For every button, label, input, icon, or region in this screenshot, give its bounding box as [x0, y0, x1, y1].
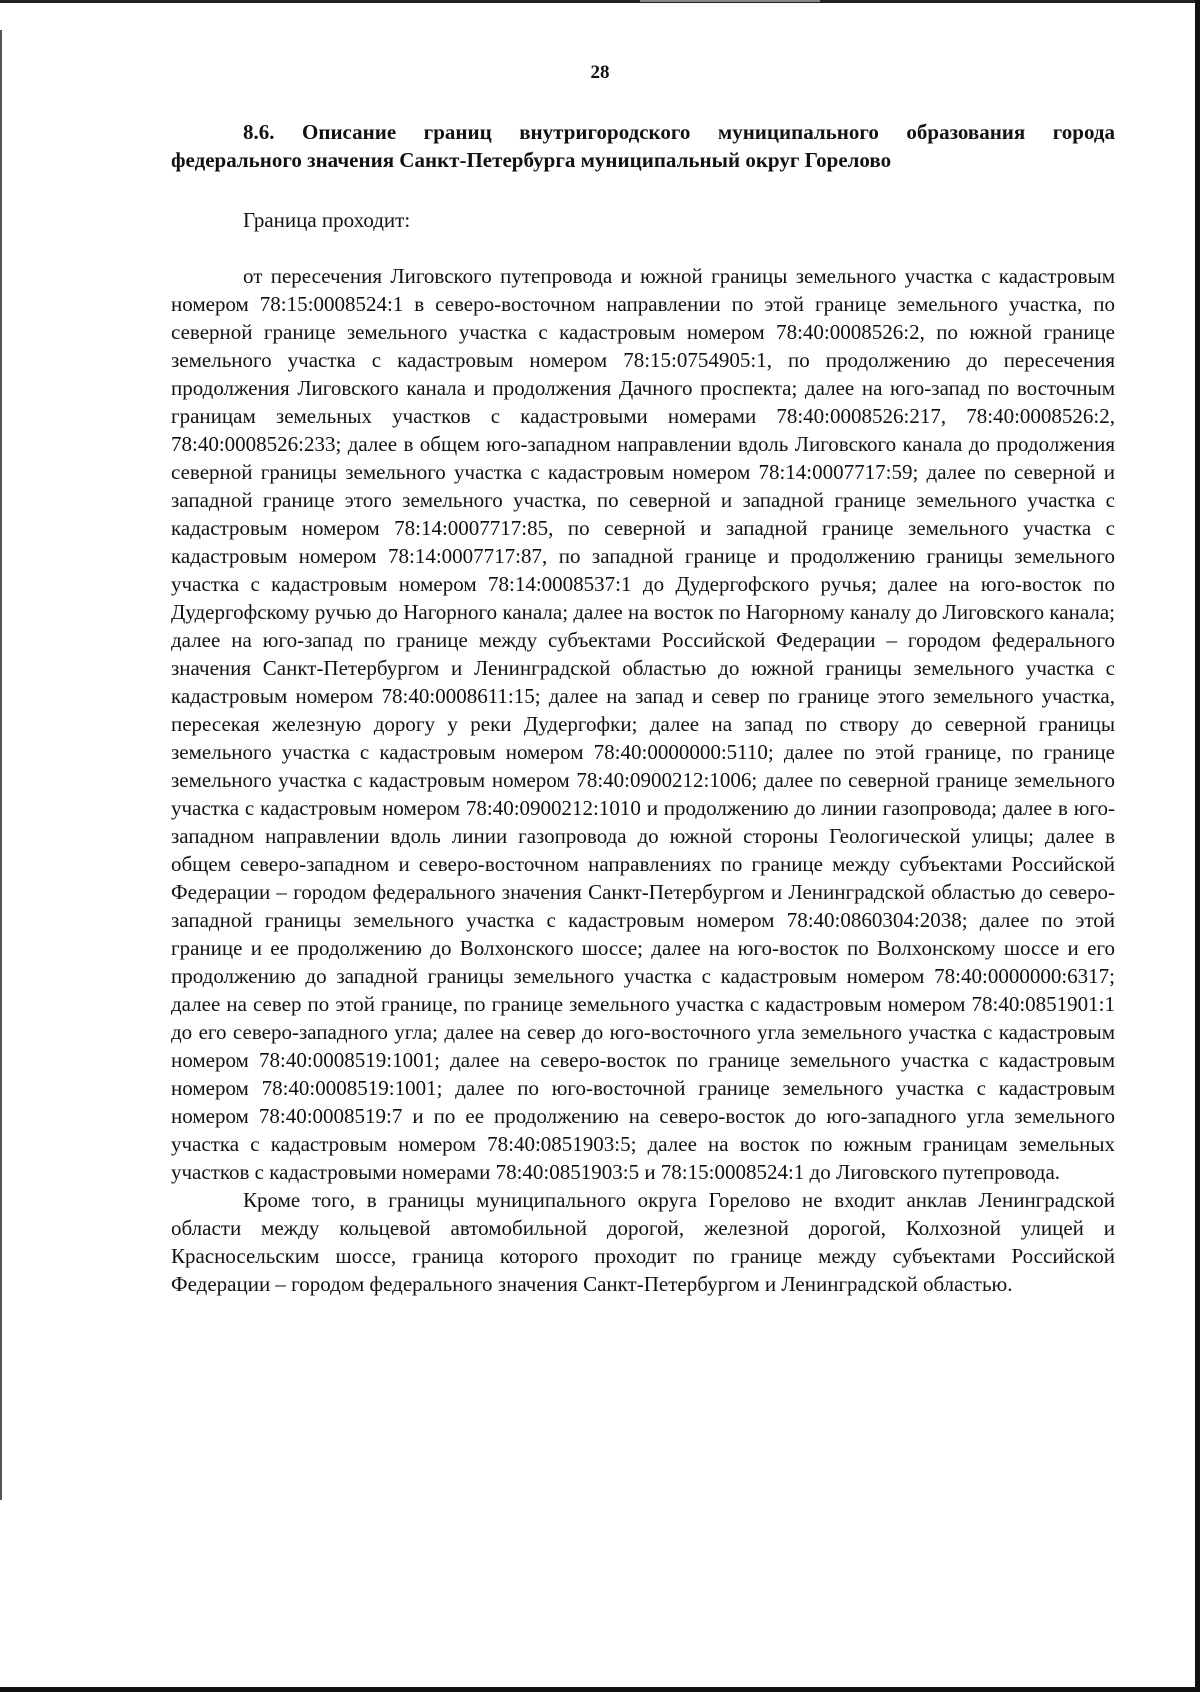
- scan-top-edge: [0, 0, 1200, 3]
- section-heading: 8.6. Описание границ внутригородского муниципального образования города федерального значения Санкт-Петербурга муниципальный округ Горелово: [171, 120, 1115, 172]
- scan-left-edge: [0, 30, 2, 1500]
- boundary-description-paragraph: от пересечения Лиговского путепровода и южной границы земельного участка с кадастровым номером 78:15:0008524:1 в северо-восточном направлении по этой границе земельного участка, по северной границе земельного участка с кадастровым номером 78:40:0008526:2, по южной границе земельного участка с кадастровым номером 78:15:0754905:1, по продолжению до пересечения продолжения Лиговского канала и продолжения Дачного проспекта; далее на юго-запад по восточным границам земельных участков с кадастровыми номерами 78:40:0008526:217, 78:40:0008526:2, 78:40:0008526:233; далее в общем юго-западном направлении вдоль Лиговского канала до продолжения северной границы земельного участка с кадастровым номером 78:14:0007717:59; далее по северной и западной границе этого земельного участка, по северной и западной границе земельного участка с кадастровым номером 78:14:0007717:85, по северной и западной границе земельного участка с кадастровым номером 78:14:0007717:87, по западной границе и продолжению границы земельного участка с кадастровым номером 78:14:0008537:1 до Дудергофского ручья; далее на юго-восток по Дудергофскому ручью до Нагорного канала; далее на восток по Нагорному каналу до Лиговского канала; далее на юго-запад по границе между субъектами Российской Федерации – городом федерального значения Санкт-Петербургом и Ленинградской областью до южной границы земельного участка с кадастровым номером 78:40:0008611:15; далее на запад и север по границе этого земельного участка, пересекая железную дорогу у реки Дудергофки; далее на запад по створу до северной границы земельного участка с кадастровым номером 78:40:0000000:5110; далее по этой границе, по границе земельного участка с кадастровым номером 78:40:0900212:1006; далее по северной границе земельного участка с кадастровым номером 78:40:0900212:1010 и продолжению до линии газопровода; далее в юго-западном направлении вдоль линии газопровода до южной стороны Геологической улицы; далее в общем северо-западном и северо-восточном направлениях по границе между субъектами Российской Федерации – городом федерального значения Санкт-Петербургом и Ленинградской областью до северо-западной границы земельного участка с кадастровым номером 78:40:0860304:2038; далее по этой границе и ее продолжению до Волхонского шоссе; далее на юго-восток по Волхонскому шоссе и его продолжению до западной границы земельного участка с кадастровым номером 78:40:0000000:6317; далее на север по этой границе, по границе земельного участка с кадастровым номером 78:40:0851901:1 до его северо-западного угла; далее на север до юго-восточного угла земельного участка с кадастровым номером 78:40:0008519:1001; далее на северо-восток по границе земельного участка с кадастровым номером 78:40:0008519:1001; далее по юго-восточной границе земельного участка с кадастровым номером 78:40:0008519:7 и по ее продолжению на северо-восток до юго-западного угла земельного участка с кадастровым номером 78:40:0851903:5; далее на восток по южным границам земельных участков с кадастровыми номерами 78:40:0851903:5 и 78:15:0008524:1 до Лиговского путепровода.: [171, 264, 1115, 1184]
- scan-top-mark: [640, 0, 820, 2]
- document-body: [171, 118, 1115, 1298]
- scan-right-edge: [1195, 0, 1200, 1692]
- section-lead: Граница проходит:: [243, 208, 411, 232]
- page-number: 28: [590, 62, 610, 83]
- enclave-paragraph: Кроме того, в границы муниципального округа Горелово не входит анклав Ленинградской области между кольцевой автомобильной дорогой, железной дорогой, Колхозной улицей и Красносельским шоссе, граница которого проходит по границе между субъектами Российской Федерации – городом федерального значения Санкт-Петербургом и Ленинградской областью.: [171, 1188, 1115, 1296]
- scan-bottom-edge: [0, 1687, 1200, 1692]
